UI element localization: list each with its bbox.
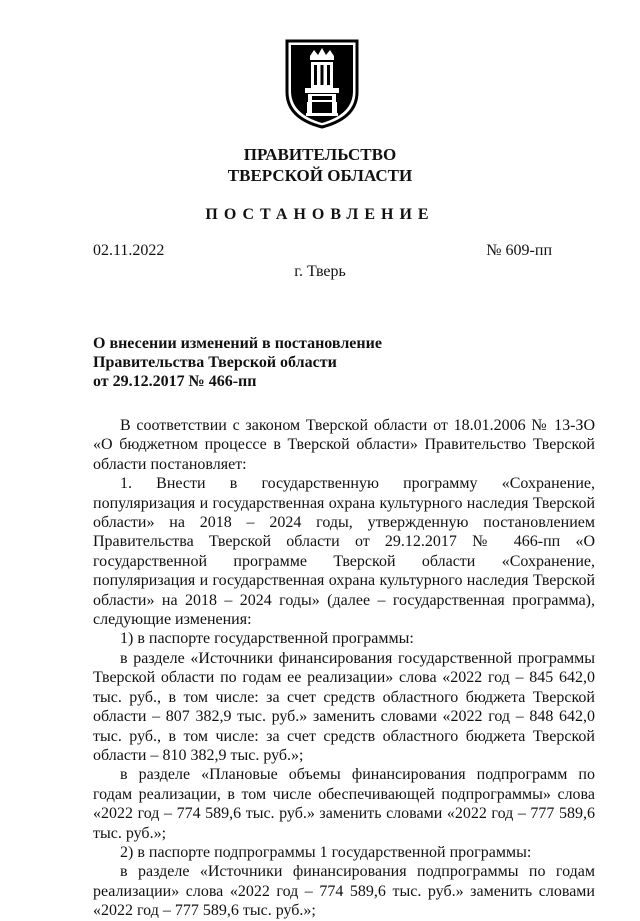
body-paragraph: 1) в паспорте государственной программы:: [120, 630, 414, 648]
body-paragraph: 2) в паспорте подпрограммы 1 государственной программы:: [120, 843, 532, 861]
document-type: ПОСТАНОВЛЕНИЕ: [205, 206, 435, 223]
document-number: № 609-пп: [486, 242, 552, 259]
government-title-line2: ТВЕРСКОЙ ОБЛАСТИ: [227, 166, 413, 185]
body-paragraph: 1. Внести в государственную программу «Сохранение, популяризация и государственная охрана культурного наследия Тверской области» на 2018 – 2024 годы, утвержденную постановлением Правительства Тверской области от 29.12.2017 № 466-пп «О государственной программе Тверской области «Сохранение, популяризация и государственная охрана культурного наследия Тверской области» на 2018 – 2024 годы» (далее – государственная программа), следующие изменения:: [93, 475, 595, 629]
subject-line-2: Правительства Тверской области: [93, 354, 337, 371]
subject-line-3: от 29.12.2017 № 466-пп: [93, 373, 257, 390]
body-paragraph: В соответствии с законом Тверской области от 18.01.2006 № 13-ЗО «О бюджетном процессе в Тверской области» Правительство Тверской области постановляет:: [93, 417, 595, 473]
document-city: г. Тверь: [294, 263, 346, 280]
coat-of-arms-emblem: [284, 38, 360, 130]
document-date: 02.11.2022: [93, 242, 165, 259]
subject-line-1: О внесении изменений в постановление: [93, 335, 382, 352]
government-title-line1: ПРАВИТЕЛЬСТВО: [243, 145, 397, 164]
body-paragraph: в разделе «Источники финансирования государственной программы Тверской области по годам ее реализации» слова «2022 год – 845 642,0 тыс. руб., в том числе: за счет средств областного бюджета Тверской области – 807 382,9 тыс. руб.» заменить словами «2022 год – 848 642,0 тыс. руб., в том числе: за счет средств областного бюджета Тверской области – 810 382,9 тыс. руб.»;: [93, 649, 595, 764]
document-body: [93, 416, 595, 921]
document-subject: [93, 334, 382, 391]
body-paragraph: в разделе «Плановые объемы финансирования подпрограмм по годам реализации, в том числе обеспечивающей подпрограммы» слова «2022 год – 774 589,6 тыс. руб.» заменить словами «2022 год – 777 589,6 тыс. руб.»;: [93, 766, 595, 842]
body-paragraph: в разделе «Источники финансирования подпрограммы по годам реализации» слова «2022 год – 774 589,6 тыс. руб.» заменить словами «2022 год – 777 589,6 тыс. руб.»;: [93, 863, 595, 920]
